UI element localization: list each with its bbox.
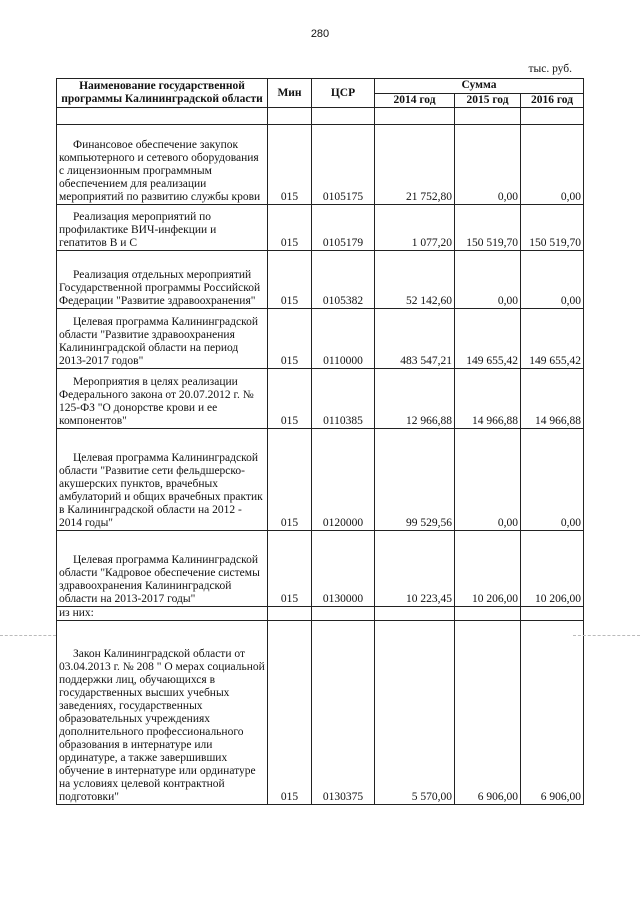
table-row-spacer: [57, 108, 584, 125]
scan-fold-line: [573, 635, 640, 636]
row-csr: 0105382: [312, 251, 375, 309]
row-2016: 0,00: [521, 429, 584, 531]
table-row: [57, 607, 584, 621]
table-row: [57, 205, 584, 251]
table-row: [57, 251, 584, 309]
header-year-2015: 2015 год: [455, 93, 521, 108]
table-row: [57, 531, 584, 607]
header-csr: ЦСР: [312, 79, 375, 108]
row-csr: [312, 607, 375, 621]
row-2014: 99 529,56: [375, 429, 455, 531]
page-number: 280: [310, 28, 330, 40]
row-2016: 0,00: [521, 125, 584, 205]
row-min: 015: [268, 369, 312, 429]
row-name: Реализация отдельных мероприятий Государственной программы Российской Федерации "Развитие здравоохранения": [57, 251, 268, 309]
row-name: Закон Калининградской области от 03.04.2013 г. № 208 " О мерах социальной поддержки лиц, обучающихся в государственных высших учебных заведениях, государственных образовательных учреждениях дополнительного профессионального образования в интернатуре или ординатуре, а также завершивших обучение в интернатуре или ординатуре на условиях целевой контрактной подготовки": [57, 621, 268, 805]
row-2015: 14 966,88: [455, 369, 521, 429]
row-csr: 0105175: [312, 125, 375, 205]
row-2015: 0,00: [455, 251, 521, 309]
row-2016: 14 966,88: [521, 369, 584, 429]
row-2016: [521, 607, 584, 621]
row-2015: 150 519,70: [455, 205, 521, 251]
row-csr: 0105179: [312, 205, 375, 251]
row-2016: 0,00: [521, 251, 584, 309]
table-row: [57, 125, 584, 205]
row-min: 015: [268, 429, 312, 531]
row-2016: 10 206,00: [521, 531, 584, 607]
row-2015: 0,00: [455, 429, 521, 531]
row-2016: 150 519,70: [521, 205, 584, 251]
row-name: Финансовое обеспечение закупок компьютерного и сетевого оборудования с лицензионным программным обеспечением для реализации мероприятий по развитию службы крови: [57, 125, 268, 205]
row-2014: 1 077,20: [375, 205, 455, 251]
units-label: тыс. руб.: [528, 63, 572, 75]
row-min: 015: [268, 125, 312, 205]
header-sum: Сумма: [375, 79, 584, 94]
row-2015: 10 206,00: [455, 531, 521, 607]
row-2014: 52 142,60: [375, 251, 455, 309]
row-2016: 6 906,00: [521, 621, 584, 805]
row-csr: 0130000: [312, 531, 375, 607]
row-csr: 0110000: [312, 309, 375, 369]
row-2015: 149 655,42: [455, 309, 521, 369]
row-name: Мероприятия в целях реализации Федерального закона от 20.07.2012 г. № 125-ФЗ "О донорстве крови и ее компонентов": [57, 369, 268, 429]
row-2014: [375, 607, 455, 621]
row-2014: 10 223,45: [375, 531, 455, 607]
row-csr: 0110385: [312, 369, 375, 429]
budget-table: [56, 78, 584, 805]
row-min: 015: [268, 205, 312, 251]
table-row: [57, 429, 584, 531]
row-2014: 21 752,80: [375, 125, 455, 205]
row-2016: 149 655,42: [521, 309, 584, 369]
row-2015: 6 906,00: [455, 621, 521, 805]
row-2015: 0,00: [455, 125, 521, 205]
row-name: Целевая программа Калининградской области "Развитие здравоохранения Калининградской области на период 2013-2017 годов": [57, 309, 268, 369]
header-year-2016: 2016 год: [521, 93, 584, 108]
table-row: [57, 369, 584, 429]
row-min: 015: [268, 621, 312, 805]
row-csr: 0120000: [312, 429, 375, 531]
row-csr: 0130375: [312, 621, 375, 805]
row-min: 015: [268, 309, 312, 369]
row-2015: [455, 607, 521, 621]
table-row: [57, 309, 584, 369]
header-min: Мин: [268, 79, 312, 108]
row-name: Целевая программа Калининградской области "Развитие сети фельдшерско-акушерских пунктов, врачебных амбулаторий и общих врачебных практик в Калининградской области на 2012 - 2014 годы": [57, 429, 268, 531]
row-2014: 5 570,00: [375, 621, 455, 805]
row-min: [268, 607, 312, 621]
row-name: из них:: [57, 607, 268, 621]
row-name: Реализация мероприятий по профилактике ВИЧ-инфекции и гепатитов В и С: [57, 205, 268, 251]
scan-fold-line: [0, 635, 56, 636]
row-min: 015: [268, 531, 312, 607]
header-name: Наименование государственной программы Калининградской области: [57, 79, 268, 108]
row-name: Целевая программа Калининградской области "Кадровое обеспечение системы здравоохранения Калининградской области на 2013-2017 годы": [57, 531, 268, 607]
row-2014: 12 966,88: [375, 369, 455, 429]
row-min: 015: [268, 251, 312, 309]
header-year-2014: 2014 год: [375, 93, 455, 108]
table-row: [57, 621, 584, 805]
row-2014: 483 547,21: [375, 309, 455, 369]
